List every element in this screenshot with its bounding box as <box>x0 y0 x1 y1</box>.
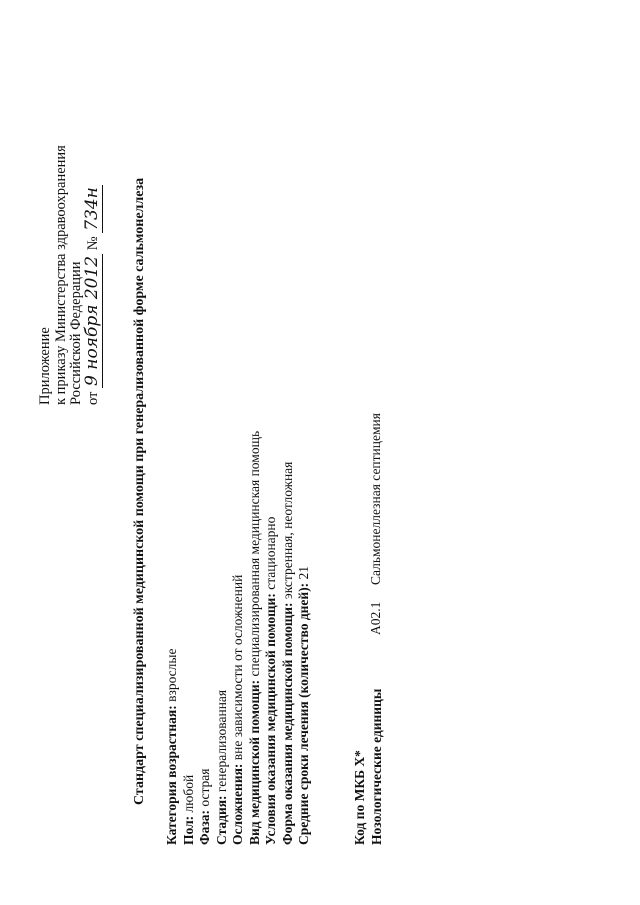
parameter-label: Фаза: <box>197 809 212 845</box>
from-label: от <box>84 391 101 405</box>
parameter-label: Условия оказания медицинской помощи: <box>263 593 278 845</box>
parameter-label: Средние сроки лечения (количество дней): <box>296 582 311 845</box>
parameter-value: генерализованная <box>213 689 229 793</box>
parameter-value: любой <box>180 774 196 813</box>
appendix-line-2: к приказу Министерства здравоохранения <box>52 145 69 405</box>
parameter-label: Пол: <box>180 815 196 845</box>
parameter-value: экстренная, неотложная <box>279 461 295 600</box>
parameter-label: Вид медицинской помощи: <box>246 679 262 845</box>
appendix-line-3: Российской Федерации <box>68 261 84 405</box>
parameter-value: 21 <box>296 565 311 580</box>
parameters-list <box>164 431 313 845</box>
number-label: № <box>84 236 101 251</box>
parameter-value: специализированная медицинская помощь <box>246 430 262 677</box>
parameter-value: вне зависимости от осложнений <box>230 574 245 761</box>
parameter-row <box>230 431 247 845</box>
document-title: Стандарт специализированной медицинской помощи при генерализованной форме сальмонеллеза <box>132 177 147 805</box>
parameter-label: Форма оказания медицинской помощи: <box>279 602 295 845</box>
diagnosis-code: A02.1 <box>368 601 383 635</box>
parameter-row <box>164 431 181 845</box>
parameter-label: Стадия: <box>213 795 229 845</box>
parameter-row <box>296 431 313 845</box>
parameter-row <box>280 431 297 845</box>
nosology-label: Нозологические единицы <box>368 688 384 845</box>
parameter-label: Категория возрастная: <box>164 705 179 845</box>
parameter-value: стационарно <box>263 516 278 590</box>
handwritten-date: 9 ноября 2012 <box>81 255 102 386</box>
parameter-row <box>263 431 280 845</box>
parameter-value: острая <box>197 768 212 807</box>
parameter-row <box>181 431 198 845</box>
appendix-date-line <box>81 145 102 405</box>
appendix-line-1: Приложение <box>37 327 53 405</box>
parameter-value: взрослые <box>164 648 179 702</box>
parameter-row <box>197 431 214 845</box>
parameter-row <box>214 431 231 845</box>
parameter-label: Осложнения: <box>230 763 245 845</box>
codes-block <box>352 689 385 845</box>
icd-code-label: Код по МКБ X* <box>352 750 367 845</box>
diagnosis-entry <box>368 413 384 635</box>
appendix-block <box>38 145 101 405</box>
parameter-row <box>247 431 264 845</box>
diagnosis-name: Сальмонеллезная септицемия <box>368 413 383 585</box>
handwritten-number: 734н <box>81 187 102 231</box>
